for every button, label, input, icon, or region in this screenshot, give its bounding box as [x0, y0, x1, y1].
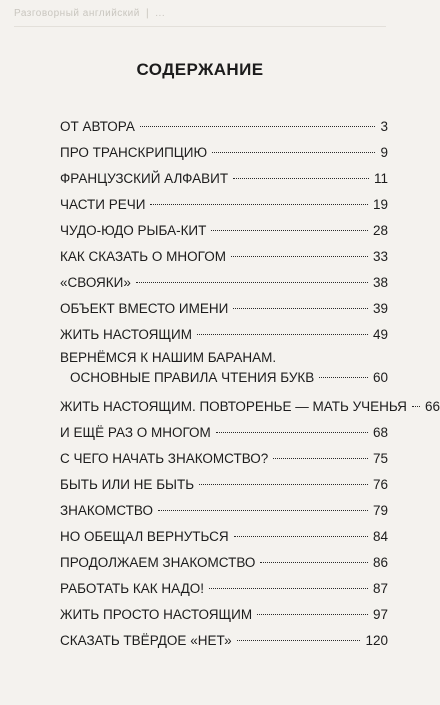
toc-entry-page: 28 [372, 223, 388, 238]
toc-entry [60, 348, 388, 394]
toc-entry [60, 140, 388, 166]
toc-entry-title-line2 [60, 368, 388, 388]
toc-entry-page: 33 [372, 249, 388, 264]
toc-entry-title: СКАЗАТЬ ТВЁРДОЕ «НЕТ» [60, 633, 232, 648]
toc-entry-page: 68 [372, 425, 388, 440]
table-of-contents [60, 114, 440, 654]
toc-entry [60, 628, 388, 654]
toc-entry [60, 524, 388, 550]
toc-entry-title: ЖИТЬ ПРОСТО НАСТОЯЩИМ [60, 607, 253, 622]
leader-dots [257, 614, 368, 615]
toc-entry-title: И ЕЩЁ РАЗ О МНОГОМ [60, 425, 211, 440]
toc-entry-page: 97 [372, 607, 388, 622]
toc-entry-page: 60 [372, 370, 388, 385]
toc-entry-page: 9 [380, 145, 388, 160]
toc-entry [60, 602, 388, 628]
toc-entry-title: РАБОТАТЬ КАК НАДО! [60, 581, 204, 596]
toc-entry-title: «СВОЯКИ» [60, 275, 131, 290]
toc-entry-page: 84 [372, 529, 388, 544]
toc-entry-title: ЖИТЬ НАСТОЯЩИМ [60, 327, 192, 342]
toc-entry-page: 120 [365, 633, 388, 648]
toc-entry [60, 296, 388, 322]
toc-entry-title: ОБЪЕКТ ВМЕСТО ИМЕНИ [60, 301, 229, 316]
toc-entry-title: КАК СКАЗАТЬ О МНОГОМ [60, 249, 226, 264]
toc-entry [60, 322, 388, 348]
toc-entry [60, 472, 388, 498]
leader-dots [199, 484, 368, 485]
toc-entry-page: 39 [372, 301, 388, 316]
toc-entry-title: ЧАСТИ РЕЧИ [60, 197, 146, 212]
leader-dots [233, 178, 369, 179]
toc-entry-title: ЖИТЬ НАСТОЯЩИМ. ПОВТОРЕНЬЕ — МАТЬ УЧЕНЬЯ [60, 399, 407, 414]
leader-dots [233, 308, 368, 309]
leader-dots [212, 152, 375, 153]
toc-entry-page: 87 [372, 581, 388, 596]
leader-dots [158, 510, 368, 511]
toc-entry-title: С ЧЕГО НАЧАТЬ ЗНАКОМСТВО? [60, 451, 269, 466]
page-title: СОДЕРЖАНИЕ [136, 60, 264, 79]
toc-entry-page: 79 [372, 503, 388, 518]
toc-entry-page: 76 [372, 477, 388, 492]
leader-dots [136, 282, 368, 283]
toc-entry [60, 244, 388, 270]
toc-entry-page: 66 [424, 399, 440, 414]
toc-entry [60, 550, 388, 576]
leader-dots [234, 536, 368, 537]
toc-entry [60, 576, 388, 602]
toc-entry-title: ПРО ТРАНСКРИПЦИЮ [60, 145, 208, 160]
toc-entry-title: ПРОДОЛЖАЕМ ЗНАКОМСТВО [60, 555, 256, 570]
toc-entry-page: 11 [373, 171, 388, 186]
leader-dots [197, 334, 368, 335]
toc-entry-title: ФРАНЦУЗСКИЙ АЛФАВИТ [60, 171, 229, 186]
leader-dots [209, 588, 368, 589]
toc-entry-title: НО ОБЕЩАЛ ВЕРНУТЬСЯ [60, 529, 229, 544]
toc-entry-page: 86 [372, 555, 388, 570]
toc-entry [60, 420, 388, 446]
toc-entry [60, 218, 388, 244]
toc-entry-title: ВЕРНЁМСЯ К НАШИМ БАРАНАМ. [60, 350, 277, 365]
toc-entry-page: 3 [380, 119, 388, 134]
toc-entry-title: ОТ АВТОРА [60, 119, 135, 134]
toc-entry [60, 192, 388, 218]
toc-entry-page: 49 [372, 327, 388, 342]
leader-dots [150, 204, 368, 205]
toc-entry-page: 75 [372, 451, 388, 466]
toc-entry-page: 19 [372, 197, 388, 212]
toc-entry [60, 498, 388, 524]
toc-entry-title: ЧУДО-ЮДО РЫБА-КИТ [60, 223, 207, 238]
toc-entry-title-continued: ОСНОВНЫЕ ПРАВИЛА ЧТЕНИЯ БУКВ [70, 370, 315, 385]
leader-dots [140, 126, 376, 127]
leader-dots [231, 256, 368, 257]
leader-dots [211, 230, 368, 231]
leader-dots [273, 458, 368, 459]
toc-entry [60, 394, 440, 420]
toc-entry-title: БЫТЬ ИЛИ НЕ БЫТЬ [60, 477, 195, 492]
toc-entry [60, 446, 388, 472]
leader-dots [412, 406, 420, 407]
leader-dots [237, 640, 361, 641]
leader-dots [260, 562, 368, 563]
header-divider [14, 26, 386, 27]
leader-dots [216, 432, 368, 433]
toc-entry [60, 114, 388, 140]
toc-entry-title: ЗНАКОМСТВО [60, 503, 153, 518]
toc-entry-page: 38 [372, 275, 388, 290]
toc-entry [60, 270, 388, 296]
running-header: Разговорный английский ❘ ... [14, 8, 166, 19]
toc-entry [60, 166, 388, 192]
leader-dots [319, 377, 368, 378]
